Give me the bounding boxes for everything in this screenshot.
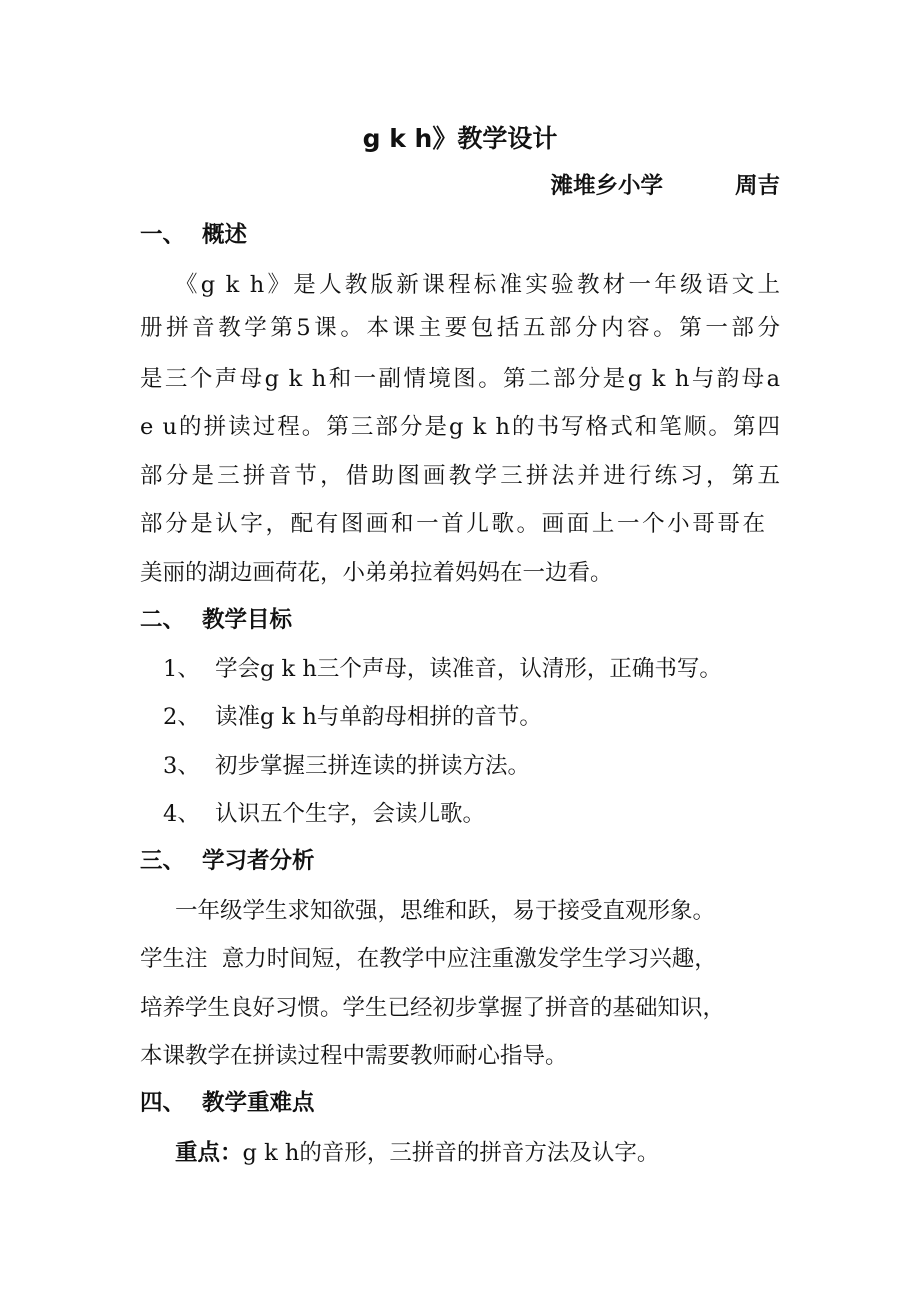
list-item-text: 认识五个生字，会读儿歌。	[215, 801, 486, 827]
section-title: 概述	[202, 222, 248, 248]
author-school: 滩堆乡小学	[550, 173, 663, 199]
list-item-text: 学会g k h三个声母，读准音，认清形，正确书写。	[215, 656, 722, 682]
section-title: 教学重难点	[202, 1090, 315, 1116]
paragraph-line: 本课教学在拼读过程中需要教师耐心指导。	[140, 1043, 568, 1069]
paragraph-line: 部分是三拼音节，借助图画教学三拼法并进行练习，第五	[140, 463, 780, 489]
paragraph-line: 培养学生良好习惯。学生已经初步掌握了拼音的基础知识，	[140, 995, 726, 1021]
list-item-text: 读准g k h与单韵母相拼的音节。	[215, 704, 542, 730]
author-name: 周吉	[734, 173, 780, 199]
key-point-label: 重点：	[175, 1140, 243, 1166]
list-item	[163, 654, 783, 684]
section-heading-key-points	[140, 1088, 780, 1118]
list-item-text: 初步掌握三拼连读的拼读方法。	[215, 753, 531, 779]
paragraph-line: 册拼音教学第5课。本课主要包括五部分内容。第一部分	[140, 315, 780, 341]
section-heading-overview	[140, 220, 780, 250]
paragraph-line: 一年级学生求知欲强，思维和跃，易于接受直观形象。	[175, 898, 716, 924]
document-title: g k h》教学设计	[362, 124, 558, 153]
list-item-number: 1、	[163, 656, 200, 682]
key-point-text: g k h的音形，三拼音的拼音方法及认字。	[242, 1140, 660, 1166]
section-number: 一、	[140, 222, 186, 248]
paragraph-line: 学生注 意力时间短，在教学中应注重激发学生学习兴趣，	[140, 946, 717, 972]
section-number: 二、	[140, 607, 186, 633]
section-number: 三、	[140, 848, 186, 874]
section-title: 教学目标	[202, 607, 293, 633]
section-number: 四、	[140, 1090, 186, 1116]
list-item	[163, 799, 783, 829]
section-heading-learner-analysis	[140, 846, 780, 876]
list-item-number: 2、	[163, 704, 200, 730]
section-heading-goals	[140, 605, 780, 635]
paragraph-line: 部分是认字，配有图画和一首儿歌。画面上一个小哥哥在	[140, 511, 765, 537]
list-item	[163, 702, 783, 732]
list-item-number: 3、	[163, 753, 200, 779]
list-item	[163, 751, 783, 781]
list-item-number: 4、	[163, 801, 200, 827]
key-point-line	[175, 1138, 815, 1168]
author-line	[140, 171, 780, 201]
paragraph-line: e u的拼读过程。第三部分是g k h的书写格式和笔顺。第四	[140, 414, 780, 440]
paragraph-line: 美丽的湖边画荷花，小弟弟拉着妈妈在一边看。	[140, 560, 613, 586]
section-title: 学习者分析	[202, 848, 315, 874]
paragraph-line: 是三个声母g k h和一副情境图。第二部分是g k h与韵母a	[140, 366, 780, 392]
paragraph-line: 《g k h》是人教版新课程标准实验教材一年级语文上	[175, 272, 780, 298]
